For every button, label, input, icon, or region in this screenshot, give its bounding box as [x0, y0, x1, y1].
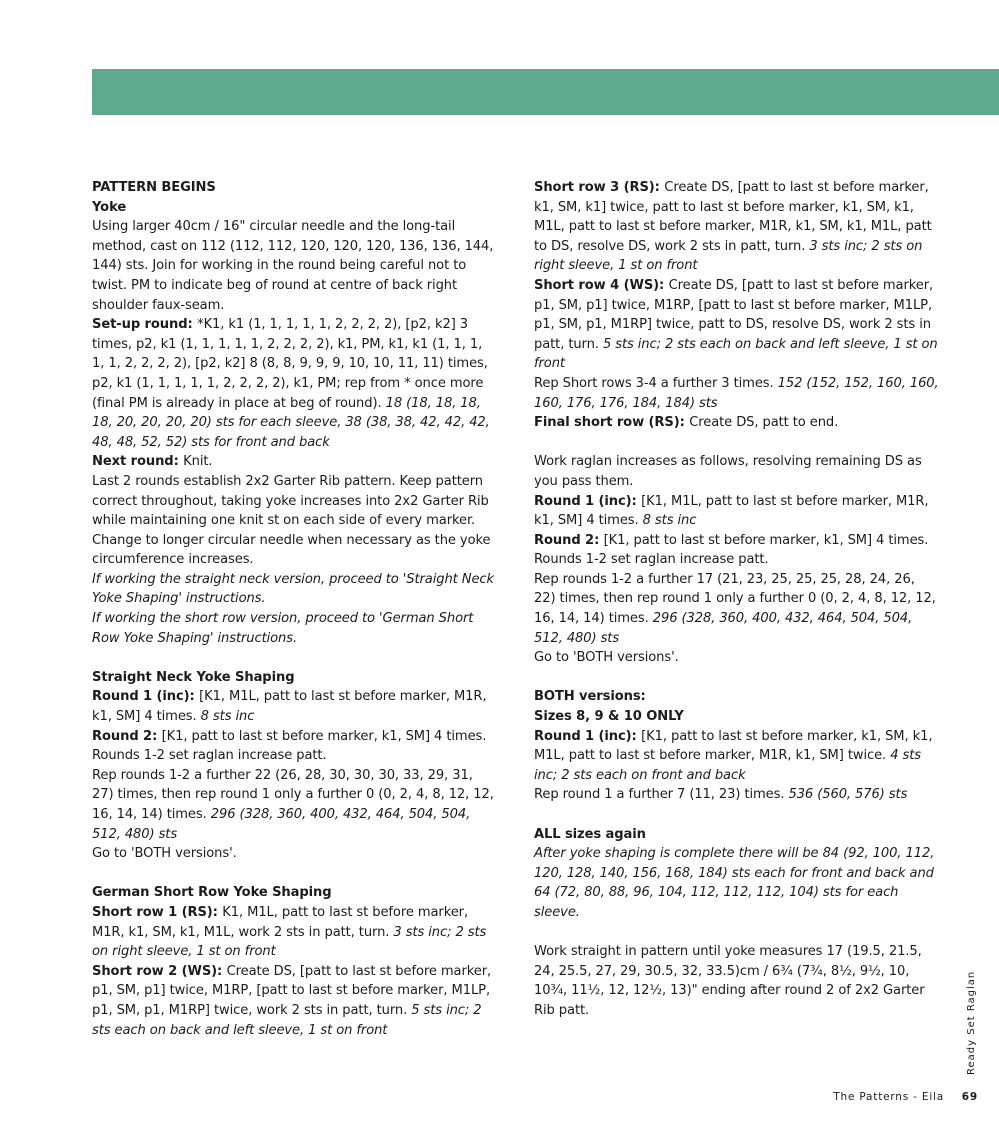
paragraph-italic-text: 296 (328, 360, 400, 432, 464, 504, 504, 512, 480) sts [92, 807, 471, 842]
paragraph-bold-text: Round 2: [534, 532, 604, 548]
pattern-paragraph [534, 825, 939, 845]
paragraph-bold-text: German Short Row Yoke Shaping [92, 885, 332, 901]
paragraph-gap [534, 923, 939, 943]
page-number: 69 [961, 1091, 978, 1103]
paragraph-italic-text: 4 sts inc; 2 sts each on front and back [534, 748, 921, 783]
pattern-paragraph [534, 492, 939, 531]
paragraph-text-text: Create DS, patt to end. [689, 415, 839, 431]
paragraph-italic-text: 536 (560, 576) sts [788, 787, 908, 803]
pattern-paragraph [92, 178, 497, 198]
paragraph-text-text: Create DS, [patt to last st before marker, k1, SM, k1] twice, patt to last st before marker, k1, SM, k1, M1L, patt to last st before marker, M1R, k1, SM, k1, M1L, patt to DS, resolve DS, work 2 sts in patt, turn. [534, 180, 932, 254]
paragraph-bold-text: Short row 4 (WS): [534, 277, 669, 293]
paragraph-text-text: [K1, patt to last st before marker, k1, SM] 4 times. [603, 532, 929, 548]
pattern-paragraph [92, 472, 497, 570]
paragraph-italic-text: If working the straight neck version, proceed to 'Straight Neck Yoke Shaping' instructions. [92, 571, 494, 607]
paragraph-italic-text: If working the short row version, proceed to 'German Short Row Yoke Shaping' instructions. [92, 611, 474, 646]
paragraph-text-text: Go to 'BOTH versions'. [92, 846, 237, 862]
paragraph-text-text: Last 2 rounds establish 2x2 Garter Rib pattern. Keep pattern correct throughout, taking yoke increases into 2x2 Garter Rib while maintaining one knit st on each side of every marker. Change to longer circular needle when necessary as the yoke circumference increases. [92, 473, 491, 568]
paragraph-bold-text: PATTERN BEGINS [92, 180, 216, 195]
pattern-paragraph [92, 746, 497, 766]
paragraph-text-text: Create DS, [patt to last st before marker, p1, SM, p1] twice, M1RP, [patt to last st before marker, M1LP, p1, SM, p1, M1RP] twice, patt to DS, resolve DS, work 2 sts in patt, turn. [534, 277, 934, 352]
pattern-paragraph [92, 609, 497, 648]
paragraph-bold-text: Short row 2 (WS): [92, 963, 227, 979]
paragraph-text-text: Knit. [183, 454, 213, 470]
pattern-paragraph [534, 942, 939, 1020]
pattern-paragraph [92, 883, 497, 903]
pattern-paragraph [534, 687, 939, 707]
pattern-paragraph [534, 707, 939, 727]
paragraph-text-text: *K1, k1 (1, 1, 1, 1, 1, 2, 2, 2, 2), [p2, k2] 3 times, p2, k1 (1, 1, 1, 1, 1, 2, 2, 2, 2), k1, PM, k1, k1 (1, 1, 1, 1, 1, 2, 2, 2, 2), [p2, k2] 8 (8, 8, 9, 9, 9, 10, 10, 11, 11) times, p2, k1 (1, 1, 1, 1, 1, 2, 2, 2, 2), k1, PM; rep from * once more (final PM is already in place at beg of round). [92, 317, 488, 411]
paragraph-text-text: [K1, M1L, patt to last st before marker, M1R, k1, SM] 4 times. [534, 493, 929, 529]
paragraph-text-text: Using larger 40cm / 16" circular needle and the long-tail method, cast on 112 (112, 112, 120, 120, 120, 136, 136, 144, 144) sts. Join for working in the round being careful not to twist. PM to indicate beg of round at centre of back right shoulder faux-seam. [92, 219, 494, 313]
paragraph-bold-text: Next round: [92, 454, 184, 470]
paragraph-italic-text: 8 sts inc [642, 513, 697, 529]
pattern-paragraph [534, 531, 939, 551]
pattern-paragraph [92, 766, 497, 844]
paragraph-text-text: Rep rounds 1-2 a further 22 (26, 28, 30, 30, 30, 33, 29, 31, 27) times, then rep round 1 only a further 0 (0, 2, 4, 8, 12, 12, 16, 14, 14) times. [92, 767, 494, 822]
paragraph-text-text: [K1, M1L, patt to last st before marker, M1R, k1, SM] 4 times. [92, 689, 487, 725]
paragraph-gap [92, 648, 497, 668]
paragraph-bold-text: Round 1 (inc): [534, 728, 642, 744]
paragraph-bold-text: Straight Neck Yoke Shaping [92, 669, 295, 685]
paragraph-text-text: Rep Short rows 3-4 a further 3 times. [534, 375, 778, 391]
pattern-paragraph [534, 570, 939, 648]
paragraph-text-text: Go to 'BOTH versions'. [534, 650, 679, 666]
paragraph-italic-text: After yoke shaping is complete there will be 84 (92, 100, 112, 120, 128, 140, 156, 168, 184) sts each for front and back and 64 (72, 80, 88, 96, 104, 112, 112, 112, 104) sts for each sleeve. [534, 846, 935, 920]
paragraph-italic-text: 3 sts inc; 2 sts on right sleeve, 1 st on front [92, 924, 487, 960]
paragraph-italic-text: 5 sts inc; 2 sts each on back and left sleeve, 1 st on front [534, 336, 938, 372]
pattern-paragraph [92, 687, 497, 726]
paragraph-italic-text: 3 sts inc; 2 sts on right sleeve, 1 st on front [534, 238, 923, 274]
paragraph-italic-text: 296 (328, 360, 400, 432, 464, 504, 504, 512, 480) sts [534, 611, 913, 646]
paragraph-text-text: Rounds 1-2 set raglan increase patt. [92, 748, 327, 764]
paragraph-text-text: [K1, patt to last st before marker, k1, SM] 4 times. [161, 728, 487, 744]
pattern-paragraph [534, 785, 939, 805]
paragraph-bold-text: Short row 3 (RS): [534, 180, 665, 195]
paragraph-bold-text: Round 2: [92, 728, 162, 744]
paragraph-bold-text: BOTH versions: [534, 689, 646, 705]
pattern-paragraph [92, 962, 497, 1040]
paragraph-italic-text: 152 (152, 152, 160, 160, 160, 176, 176, 184, 184) sts [534, 375, 939, 411]
paragraph-text-text: Rounds 1-2 set raglan increase patt. [534, 552, 769, 568]
pattern-column-left [92, 178, 497, 1040]
paragraph-italic-text: 5 sts inc; 2 sts each on back and left sleeve, 1 st on front [92, 1002, 482, 1038]
paragraph-bold-text: Final short row (RS): [534, 415, 690, 431]
book-title-vertical: Ready Set Raglan [966, 970, 977, 1075]
header-color-band [92, 69, 999, 115]
paragraph-text-text: Work raglan increases as follows, resolving remaining DS as you pass them. [534, 454, 922, 489]
paragraph-italic-text: 8 sts inc [200, 709, 255, 725]
paragraph-bold-text: Round 1 (inc): [534, 493, 642, 509]
pattern-paragraph [534, 413, 939, 433]
paragraph-gap [534, 805, 939, 825]
paragraph-bold-text: ALL sizes again [534, 826, 646, 842]
pattern-paragraph [92, 452, 497, 472]
paragraph-gap [534, 433, 939, 453]
pattern-paragraph [534, 452, 939, 491]
pattern-paragraph [534, 648, 939, 668]
pattern-paragraph [534, 178, 939, 276]
pattern-paragraph [92, 217, 497, 315]
footer-section-title: The Patterns - Eila [833, 1091, 944, 1103]
pattern-paragraph [92, 668, 497, 688]
paragraph-bold-text: Sizes 8, 9 & 10 ONLY [534, 709, 684, 725]
paragraph-bold-text: Short row 1 (RS): [92, 904, 223, 920]
pattern-paragraph [534, 550, 939, 570]
pattern-paragraph [92, 844, 497, 864]
pattern-paragraph [92, 198, 497, 218]
pattern-column-right [534, 178, 939, 1021]
paragraph-gap [534, 668, 939, 688]
paragraph-italic-text: 18 (18, 18, 18, 18, 20, 20, 20, 20) sts for each sleeve, 38 (38, 38, 42, 42, 42, 48, 48, 52, 52) sts for front and back [92, 395, 490, 450]
paragraph-gap [92, 864, 497, 884]
pattern-paragraph [534, 276, 939, 374]
pattern-paragraph [92, 315, 497, 452]
paragraph-text-text: Rep rounds 1-2 a further 17 (21, 23, 25, 25, 25, 28, 24, 26, 22) times, then rep round 1 only a further 0 (0, 2, 4, 8, 12, 12, 16, 14, 14) times. [534, 571, 936, 627]
pattern-paragraph [534, 374, 939, 413]
paragraph-text-text: [K1, patt to last st before marker, k1, SM, k1, M1L, patt to last st before marker, M1R, k1, SM] twice. [534, 728, 933, 764]
pattern-paragraph [92, 727, 497, 747]
paragraph-bold-text: Round 1 (inc): [92, 689, 200, 705]
paragraph-text-text: Work straight in pattern until yoke measures 17 (19.5, 21.5, 24, 25.5, 27, 29, 30.5, 32, 33.5)cm / 6¾ (7¾, 8½, 9½, 10, 10¾, 11½, 12, 12½, 13)" ending after round 2 of 2x2 Garter Rib patt. [534, 944, 925, 1018]
paragraph-text-text: K1, M1L, patt to last st before marker, M1R, k1, SM, k1, M1L, work 2 sts in patt, turn. [92, 904, 469, 940]
paragraph-bold-text: Yoke [92, 199, 127, 215]
pattern-paragraph [534, 727, 939, 786]
paragraph-bold-text: Set-up round: [92, 317, 198, 333]
pattern-paragraph [92, 903, 497, 962]
pattern-paragraph [534, 844, 939, 922]
paragraph-text-text: Create DS, [patt to last st before marker, p1, SM, p1] twice, M1RP, [patt to last st before marker, M1LP, p1, SM, p1, M1RP] twice, work 2 sts in patt, turn. [92, 963, 492, 1018]
pattern-paragraph [92, 570, 497, 609]
paragraph-text-text: Rep round 1 a further 7 (11, 23) times. [534, 787, 789, 803]
